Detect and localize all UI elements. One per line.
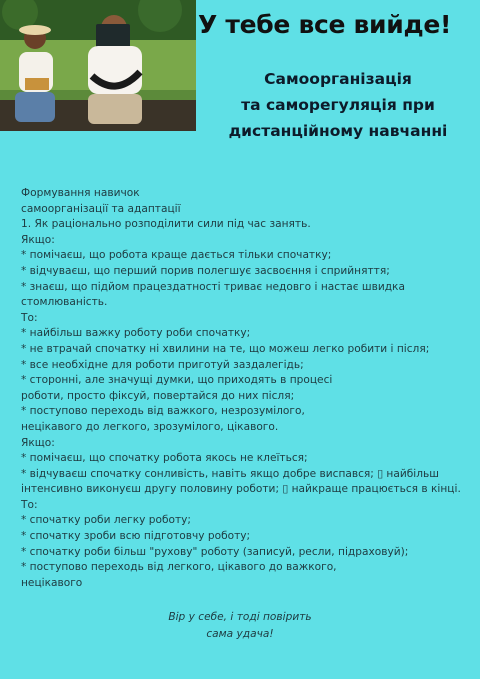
body-line: * спочатку роби більш "рухову" роботу (записуй, ресли, підраховуй); [21,545,409,558]
body-line: Якщо: [21,436,55,449]
body-line: То: [21,498,38,511]
body-line: Формування навичок [21,187,140,199]
body-line: * найбільш важку роботу роби спочатку; [21,327,251,340]
body-line: роботи, просто фіксуй, повертайся до них після; [21,389,295,402]
body-line: самоорганізації та адаптації [21,202,181,215]
body-line: * помічаєш, що спочатку робота якось не клеїться; [21,452,308,465]
body-line: нецікавого до легкого, зрозумілого, цікавого. [21,420,279,433]
closing-quote [0,609,480,642]
body-line: * спочатку роби легку роботу; [21,514,191,527]
subtitle-line: дистанційному навчанні [228,122,448,140]
closing-line: Вір у себе, і тоді повірить [168,611,312,623]
body-line: То: [21,311,38,324]
body-line: інтенсивно виконуєш другу половину роботи; ▯ найкраще працюється в кінці. [21,483,461,496]
body-line: стомлюваність. [21,296,108,309]
headline: У тебе все вийде! [198,10,452,39]
body-line: * відчуваєш спочатку сонливість, навіть якщо добре виспався; ▯ найбільш [21,467,439,480]
closing-line: сама удача! [206,627,274,640]
body-line: * поступово переходь від важкого, незрозумілого, [21,405,305,418]
subtitle-line: та саморегуляція при [241,96,435,114]
body-line: Якщо: [21,233,55,246]
body-line: * сторонні, але значущі думки, що приходять в процесі [21,374,333,387]
body-text [21,186,461,591]
body-line: * знаєш, що підйом працездатності триває недовго і настає швидка [21,280,405,293]
subtitle [196,66,480,144]
body-line: * поступово переходь від легкого, цікавого до важкого, [21,561,337,574]
body-line: * не втрачай спочатку ні хвилини на те, що можеш легко робити і після; [21,342,430,355]
body-line: * відчуваєш, що перший порив полегшує засвоєння і сприйняття; [21,264,390,277]
body-line: * спочатку зроби всю підготовчу роботу; [21,530,251,543]
body-line: 1. Як раціонально розподілити сили під час занять. [21,218,311,231]
header-photo [0,0,196,131]
students-photo-illustration [0,0,196,131]
body-line: * все необхідне для роботи приготуй заздалегідь; [21,358,304,371]
subtitle-line: Самоорганізація [264,70,412,88]
body-line: * помічаєш, що робота краще дається тільки спочатку; [21,249,332,262]
body-line: нецікавого [21,576,83,589]
